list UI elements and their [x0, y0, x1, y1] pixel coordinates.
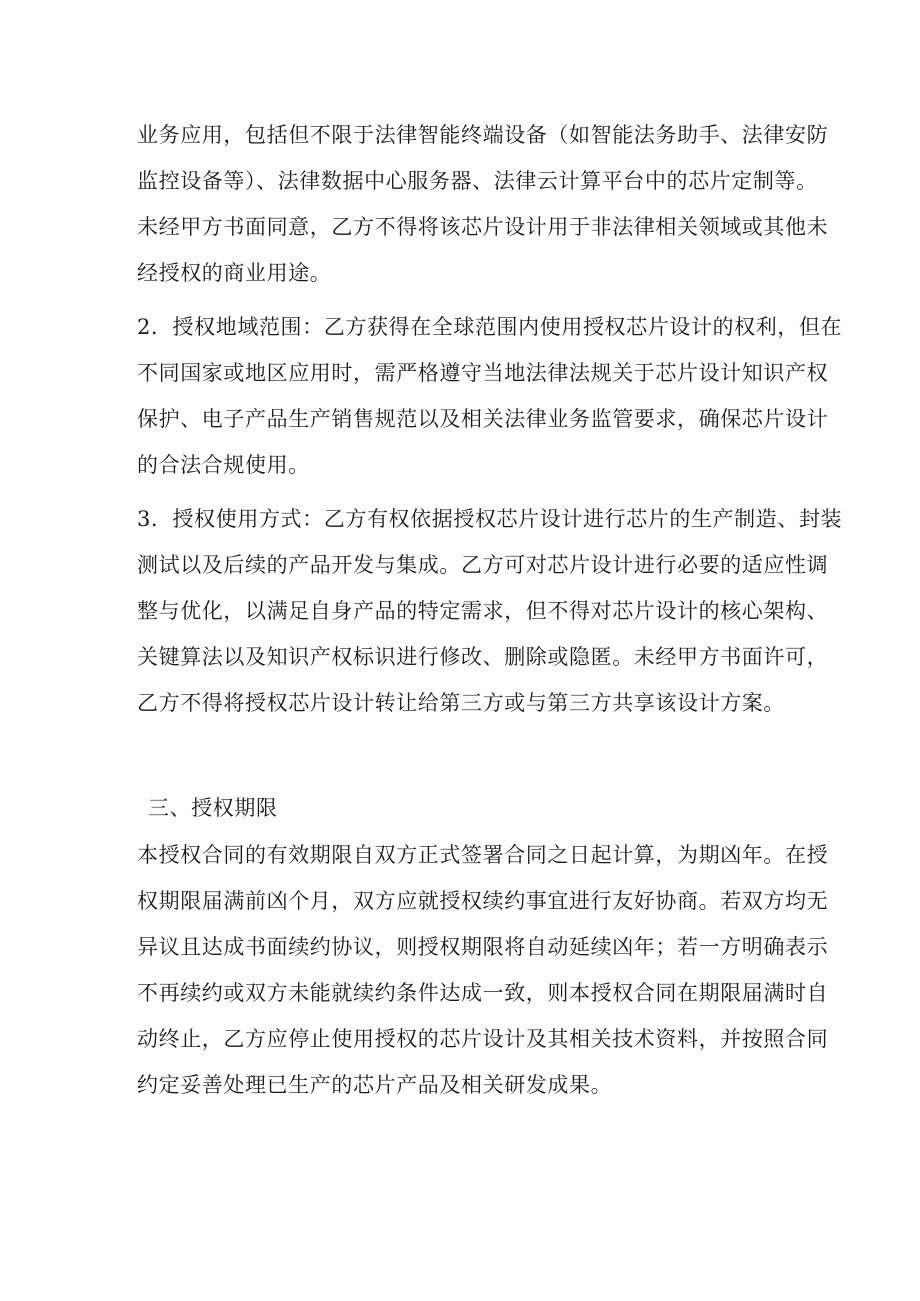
term-line-5: 动终止，乙方应停止使用授权的芯片设计及其相关技术资料，并按照合同 — [137, 1027, 829, 1051]
scope-line-1: 业务应用，包括但不限于法律智能终端设备（如智能法务助手、法律安防 — [137, 123, 829, 147]
clause-3-line-2: 测试以及后续的产品开发与集成。乙方可对芯片设计进行必要的适应性调 — [137, 553, 829, 577]
term-line-6: 约定妥善处理已生产的芯片产品及相关研发成果。 — [137, 1073, 613, 1097]
term-line-4: 不再续约或双方未能就续约条件达成一致，则本授权合同在期限届满时自 — [137, 981, 829, 1005]
clause-3-line-1: 3．授权使用方式：乙方有权依据授权芯片设计进行芯片的生产制造、封装 — [137, 507, 843, 531]
term-line-3: 异议且达成书面续约协议，则授权期限将自动延续凶年；若一方明确表示 — [137, 935, 829, 959]
scope-line-4: 经授权的商业用途。 — [137, 261, 332, 285]
section-heading: 三、授权期限 — [148, 796, 278, 820]
clause-3-line-4: 关键算法以及知识产权标识进行修改、删除或隐匿。未经甲方书面许可， — [137, 645, 829, 669]
term-line-2: 权期限届满前凶个月，双方应就授权续约事宜进行友好协商。若双方均无 — [137, 889, 829, 913]
scope-line-2: 监控设备等）、法律数据中心服务器、法律云计算平台中的芯片定制等。 — [137, 169, 818, 193]
clause-2-line-1: 2．授权地域范围：乙方获得在全球范围内使用授权芯片设计的权利，但在 — [137, 315, 843, 339]
scope-line-3: 未经甲方书面同意，乙方不得将该芯片设计用于非法律相关领域或其他未 — [137, 215, 829, 239]
clause-3-line-3: 整与优化，以满足自身产品的特定需求，但不得对芯片设计的核心架构、 — [137, 599, 829, 623]
term-line-1: 本授权合同的有效期限自双方正式签署合同之日起计算，为期凶年。在授 — [137, 843, 829, 867]
clause-2-line-3: 保护、电子产品生产销售规范以及相关法律业务监管要求，确保芯片设计 — [137, 407, 829, 431]
clause-2-line-2: 不同国家或地区应用时，需严格遵守当地法律法规关于芯片设计知识产权 — [137, 361, 829, 385]
clause-2-line-4: 的合法合规使用。 — [137, 453, 310, 477]
clause-3-line-5: 乙方不得将授权芯片设计转让给第三方或与第三方共享该设计方案。 — [137, 691, 785, 715]
